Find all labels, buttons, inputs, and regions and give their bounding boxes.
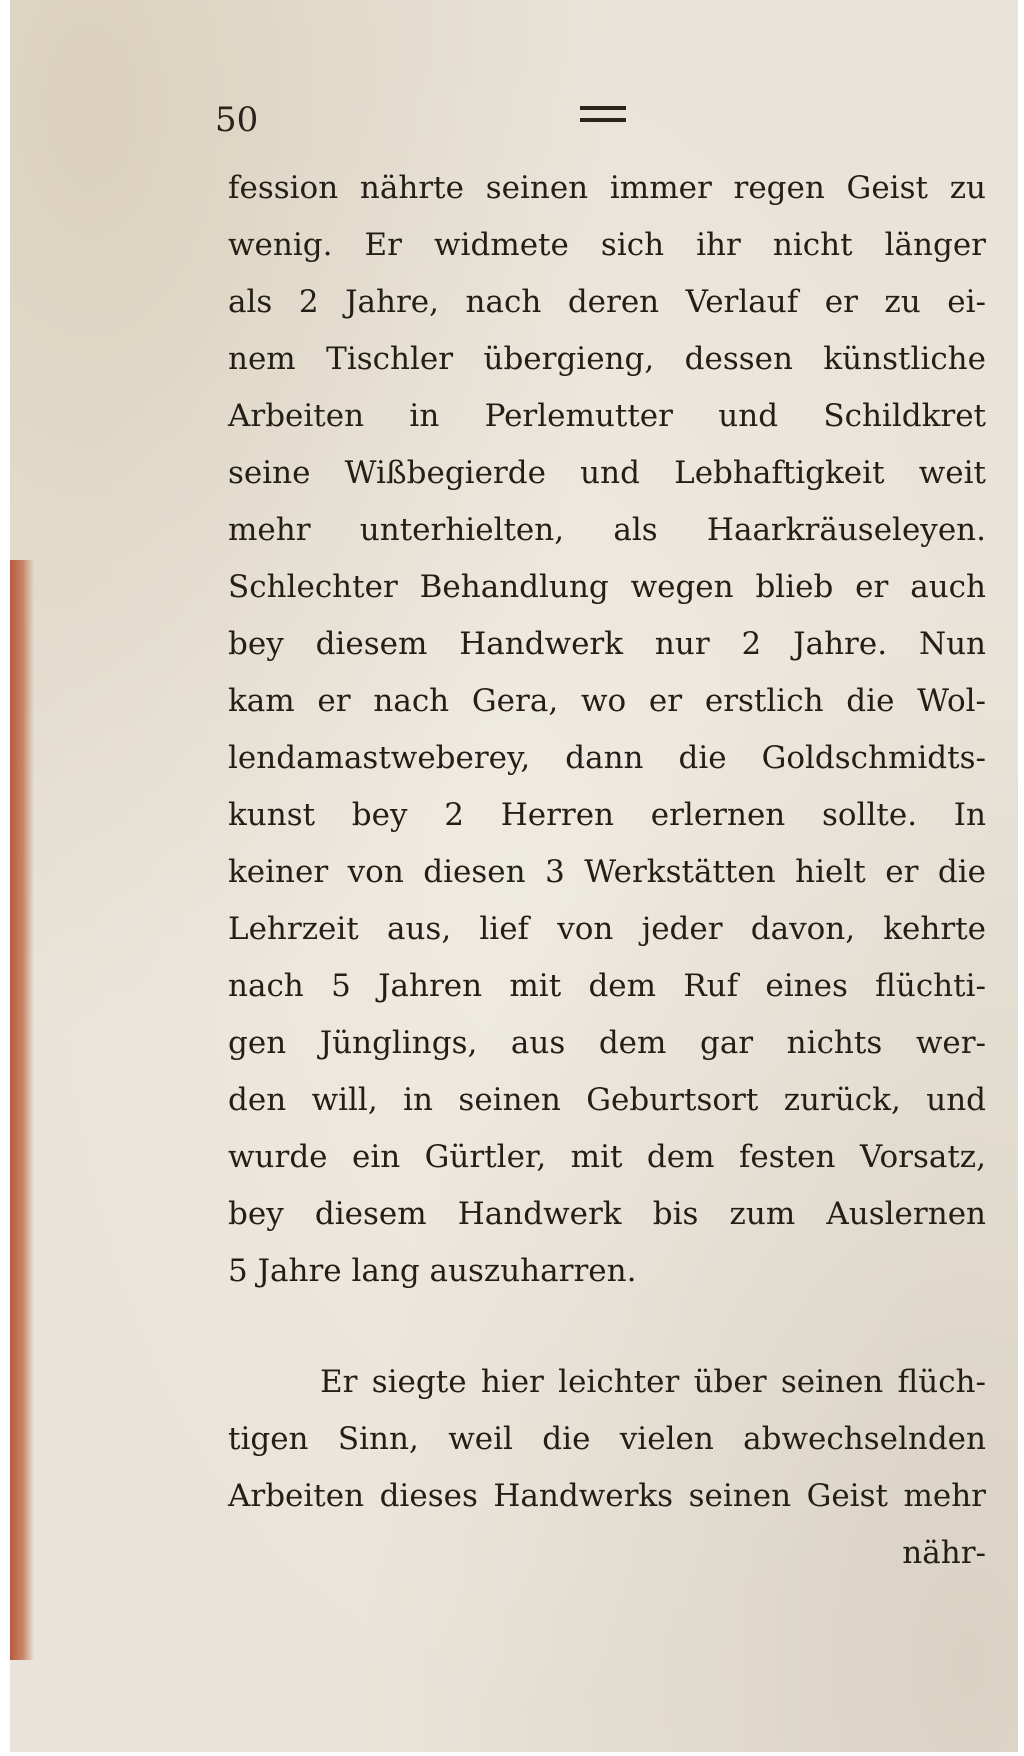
paragraph-spacer [228,1300,986,1354]
paragraph-1 [228,160,986,1300]
paragraph-2 [228,1354,986,1582]
text-line: wenig. Er widmete sich ihr nicht länger [228,227,986,263]
text-line: keiner von diesen 3 Werkstätten hielt er die [228,854,986,890]
text-line: Arbeiten dieses Handwerks seinen Geist mehr [228,1478,986,1514]
text-line: fession nährte seinen immer regen Geist zu [228,170,986,206]
header-double-rule [580,106,626,122]
text-line: gen Jünglings, aus dem gar nichts wer- [228,1025,986,1061]
text-line: seine Wißbegierde und Lebhaftigkeit weit [228,455,986,491]
book-page [10,0,1018,1752]
text-line: 5 Jahre lang auszuharren. [228,1253,637,1289]
body-text [228,160,986,1582]
text-line: nem Tischler übergieng, dessen künstliche [228,341,986,377]
page-number: 50 [215,100,259,140]
text-line: wurde ein Gürtler, mit dem festen Vorsatz, [228,1139,986,1175]
text-line: Schlechter Behandlung wegen blieb er auch [228,569,986,605]
text-line: kam er nach Gera, wo er erstlich die Wol- [228,683,986,719]
text-line: kunst bey 2 Herren erlernen sollte. In [228,797,986,833]
text-line: tigen Sinn, weil die vielen abwechselnden [228,1421,986,1457]
text-line: lendamastweberey, dann die Goldschmidts- [228,740,986,776]
text-line: bey diesem Handwerk nur 2 Jahre. Nun [228,626,986,662]
text-line: bey diesem Handwerk bis zum Auslernen [228,1196,986,1232]
text-line: Arbeiten in Perlemutter und Schildkret [228,398,986,434]
text-line: den will, in seinen Geburtsort zurück, und [228,1082,986,1118]
text-line: mehr unterhielten, als Haarkräuseleyen. [228,512,986,548]
text-line: nach 5 Jahren mit dem Ruf eines flüchti- [228,968,986,1004]
text-line: Er siegte hier leichter über seinen flüch- [320,1364,986,1400]
text-line: Lehrzeit aus, lief von jeder davon, kehrte [228,911,986,947]
text-line: als 2 Jahre, nach deren Verlauf er zu ei- [228,284,986,320]
catchword: nähr- [902,1535,986,1571]
page-edge-discoloration [10,560,34,1660]
